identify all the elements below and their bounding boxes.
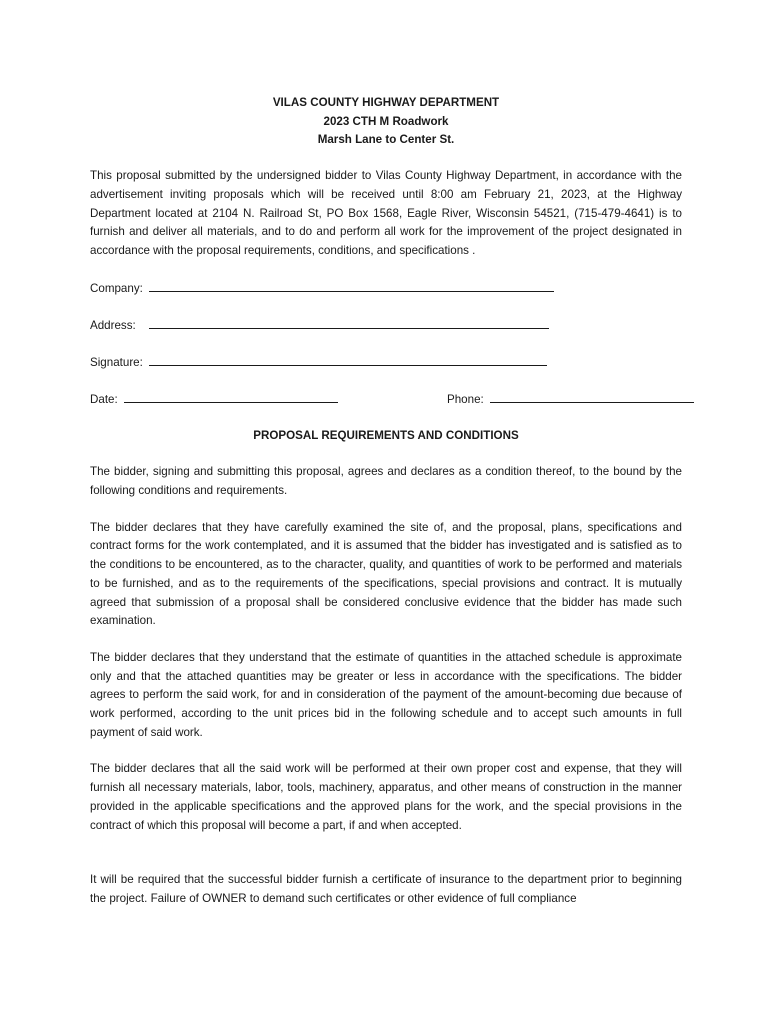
- phone-label: Phone:: [447, 392, 484, 406]
- address-label: Address:: [90, 318, 136, 332]
- conditions-paragraph-1: The bidder, signing and submitting this proposal, agrees and declares as a condition thereof, to the bound by the following conditions and requirements.: [90, 465, 682, 498]
- company-label: Company:: [90, 281, 143, 295]
- signature-label: Signature:: [90, 355, 143, 369]
- phone-field-group: [447, 390, 694, 410]
- intro-paragraph: This proposal submitted by the undersigned bidder to Vilas County Highway Department, in accordance with the advertisement inviting proposals which will be received until 8:00 am February 21, 2023, at the Highway Department located at 2104 N. Railroad St, PO Box 1568, Eagle River, Wisconsin 54521, (715-479-4641) is to furnish and deliver all materials, and to do and perform all work for the improvement of the project designated in accordance with the proposal requirements, conditions, and specifications .: [90, 169, 682, 257]
- phone-blank-line[interactable]: [490, 390, 694, 403]
- conditions-paragraph-2: The bidder declares that they have carefully examined the site of, and the proposal, plans, specifications and contract forms for the work contemplated, and it is assumed that the bidder has investigated and is satisfied as to the conditions to be encountered, as to the character, quality, and quantities of work to be performed and materials to be furnished, and as to the requirements of the specifications, special provisions and contract. It is mutually agreed that submission of a proposal shall be considered conclusive evidence that the bidder has made such examination.: [90, 520, 682, 628]
- company-field-row: [90, 279, 682, 298]
- section-title: PROPOSAL REQUIREMENTS AND CONDITIONS: [253, 428, 519, 442]
- document-page: [90, 94, 682, 927]
- company-blank-line[interactable]: [149, 279, 554, 292]
- date-phone-field-row: [90, 390, 682, 409]
- date-label: Date:: [90, 392, 118, 406]
- conditions-paragraph-3: The bidder declares that they understand that the estimate of quantities in the attached schedule is approximate only and that the attached quantities may be greater or less in accordance with the specifications. The bidder agrees to perform the said work, for and in consideration of the payment of the amount-becoming due because of work performed, according to the unit prices bid in the following schedule and to accept such amounts in full payment of said work.: [90, 650, 682, 739]
- header-department: VILAS COUNTY HIGHWAY DEPARTMENT: [272, 96, 500, 109]
- address-field-row: [90, 316, 682, 335]
- conditions-paragraph-4: The bidder declares that all the said work will be performed at their own proper cost and expense, that they will furnish all necessary materials, labor, tools, machinery, apparatus, and other means of construction in the manner provided in the applicable specifications and the approved plans for the work, and the special provisions in the contract of which this proposal will become a part, if and when accepted.: [90, 762, 682, 832]
- address-blank-line[interactable]: [149, 316, 549, 329]
- date-blank-line[interactable]: [124, 390, 338, 403]
- conditions-paragraph-5: It will be required that the successful bidder furnish a certificate of insurance to the department prior to beginning the project. Failure of OWNER to demand such certificates or other evidence of full compliance: [90, 873, 682, 905]
- document-header: [90, 94, 682, 150]
- header-location: Marsh Lane to Center St.: [317, 133, 455, 147]
- signature-blank-line[interactable]: [149, 353, 547, 366]
- header-project: 2023 CTH M Roadwork: [323, 114, 449, 128]
- signature-field-row: [90, 353, 682, 372]
